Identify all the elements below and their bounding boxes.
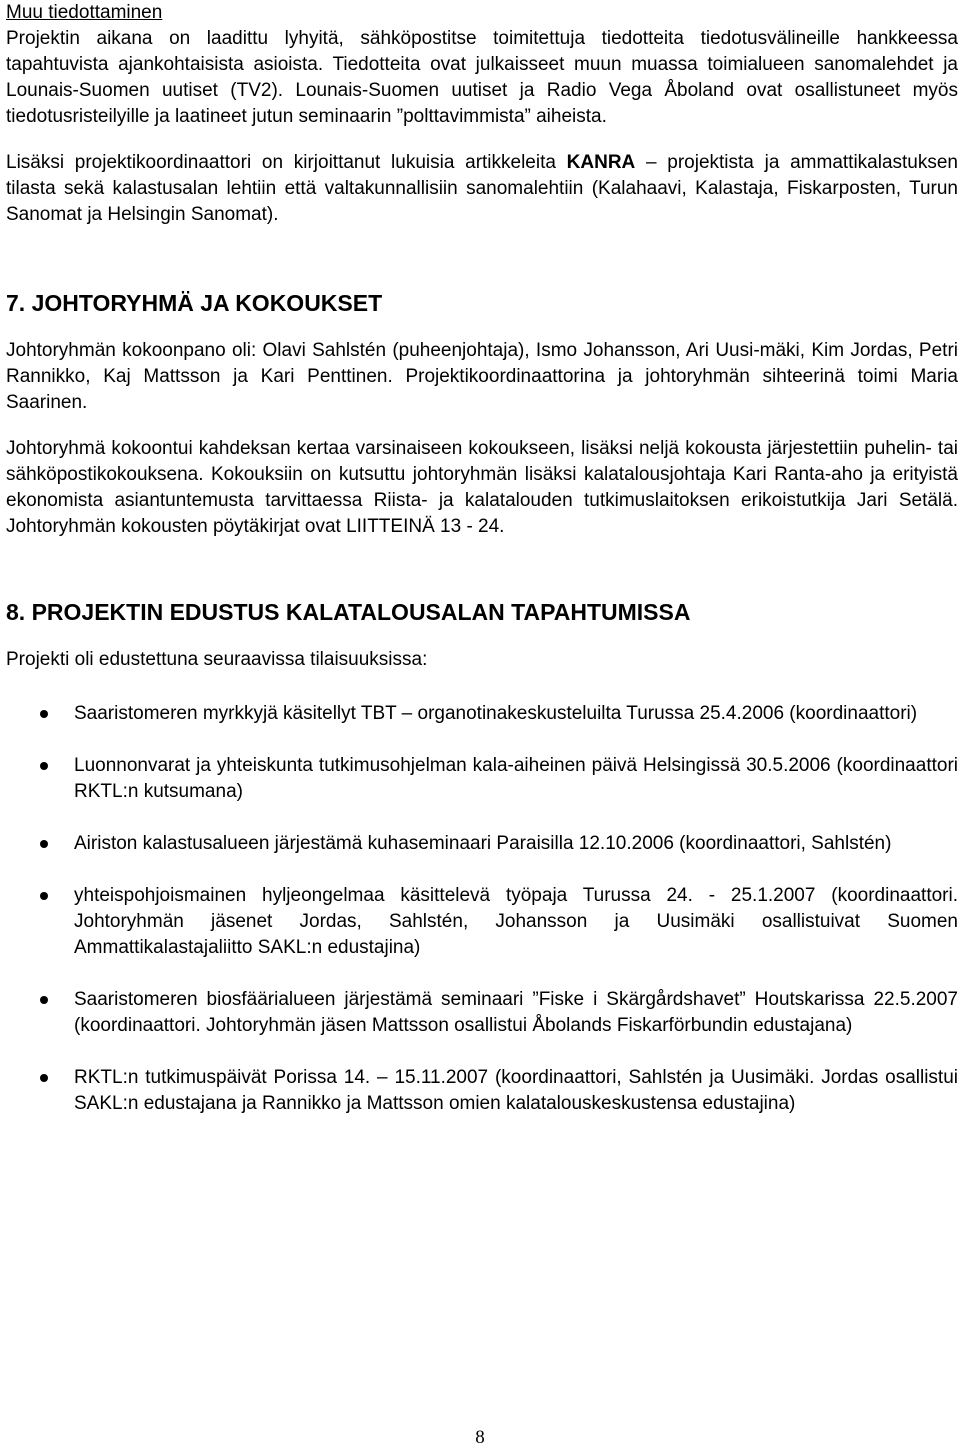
list-item	[6, 753, 958, 805]
subsection-heading-muu-tiedottaminen: Muu tiedottaminen	[6, 2, 163, 23]
page-number: 8	[475, 1427, 485, 1448]
list-item	[6, 883, 958, 961]
bullet-icon	[40, 840, 48, 848]
list-item	[6, 831, 958, 857]
bullet-icon	[40, 996, 48, 1004]
page-content	[6, 0, 958, 1143]
event-text: Airiston kalastusalueen järjestämä kuhaseminaari Paraisilla 12.10.2006 (koordinaattori, Sahlstén)	[74, 833, 892, 854]
section-heading-7: 7. JOHTORYHMÄ JA KOKOUKSET	[6, 290, 383, 316]
event-text: yhteispohjoismainen hyljeongelmaa käsittelevä työpaja Turussa 24. - 25.1.2007 (koordinaattori. Johtoryhmän jäsenet Jordas, Sahlstén, Johansson ja Uusimäki osallistuivat Suomen Ammattikalastajaliitto SAKL:n edustajina)	[74, 885, 958, 958]
bullet-icon	[40, 710, 48, 718]
event-list	[6, 701, 958, 1117]
event-text: RKTL:n tutkimuspäivät Porissa 14. – 15.11.2007 (koordinaattori, Sahlstén ja Uusimäki. Jordas osallistui SAKL:n edustajana ja Rannikko ja Mattsson omien kalatalouskeskustensa edustajina)	[74, 1067, 958, 1114]
paragraph-kokoonpano: Johtoryhmän kokoonpano oli: Olavi Sahlstén (puheenjohtaja), Ismo Johansson, Ari Uusi-mäki, Kim Jordas, Petri Rannikko, Kaj Mattsson ja Kari Penttinen. Projektikoordinaattorina ja johtoryhmän sihteerinä toimi Maria Saarinen.	[6, 340, 958, 413]
paragraph-artikkelit	[6, 150, 958, 228]
paragraph-kokoukset: Johtoryhmä kokoontui kahdeksan kertaa varsinaiseen kokoukseen, lisäksi neljä kokousta järjestettiin puhelin- tai sähköpostikokouksena. Kokouksiin on kutsuttu johtoryhmän lisäksi kalatalousjohtaja Kari Ranta-aho ja erityistä ekonomista asiantuntemusta tarvittaessa Riista- ja kalatalouden tutkimuslaitoksen erikoistutkija Jari Setälä. Johtoryhmän kokousten pöytäkirjat ovat LIITTEINÄ 13 - 24.	[6, 438, 958, 537]
event-text: Saaristomeren biosfäärialueen järjestämä seminaari ”Fiske i Skärgårdshavet” Houtskarissa 22.5.2007 (koordinaattori. Johtoryhmän jäsen Mattsson osallistui Åbolands Fiskarförbundin edustajana)	[74, 989, 958, 1036]
paragraph-artikkelit-start: Lisäksi projektikoordinaattori on kirjoittanut lukuisia artikkeleita	[6, 152, 556, 173]
bullet-icon	[40, 762, 48, 770]
paragraph-artikkelit-end: – projektista ja ammattikalastuksen tilasta sekä kalastusalan lehtiin että valtakunnallisiin sanomalehtiin (Kalahaavi, Kalastaja, Fiskarposten, Turun Sanomat ja Helsingin Sanomat).	[6, 152, 958, 225]
event-text: Saaristomeren myrkkyjä käsitellyt TBT – organotinakeskusteluilta Turussa 25.4.2006 (koordinaattori)	[74, 703, 918, 724]
kanra-project-name: KANRA	[566, 152, 636, 173]
section-heading-8: 8. PROJEKTIN EDUSTUS KALATALOUSALAN TAPAHTUMISSA	[6, 599, 691, 625]
list-item	[6, 701, 958, 727]
event-text: Luonnonvarat ja yhteiskunta tutkimusohjelman kala-aiheinen päivä Helsingissä 30.5.2006 (koordinaattori RKTL:n kutsumana)	[74, 755, 958, 802]
paragraph-tilaisuudet-intro: Projekti oli edustettuna seuraavissa tilaisuuksissa:	[6, 649, 428, 670]
bullet-icon	[40, 892, 48, 900]
list-item	[6, 1065, 958, 1117]
list-item	[6, 987, 958, 1039]
paragraph-tiedotteet: Projektin aikana on laadittu lyhyitä, sähköpostitse toimitettuja tiedotteita tiedotusvälineille hankkeessa tapahtuvista ajankohtaisista asioista. Tiedotteita ovat julkaisseet muun muassa toimialueen sanomalehdet ja Lounais-Suomen uutiset (TV2). Lounais-Suomen uutiset ja Radio Vega Åboland ovat osallistuneet myös tiedotusristeilyille ja laatineet jutun seminaarin ”polttavimmista” aiheista.	[6, 28, 958, 127]
bullet-icon	[40, 1074, 48, 1082]
